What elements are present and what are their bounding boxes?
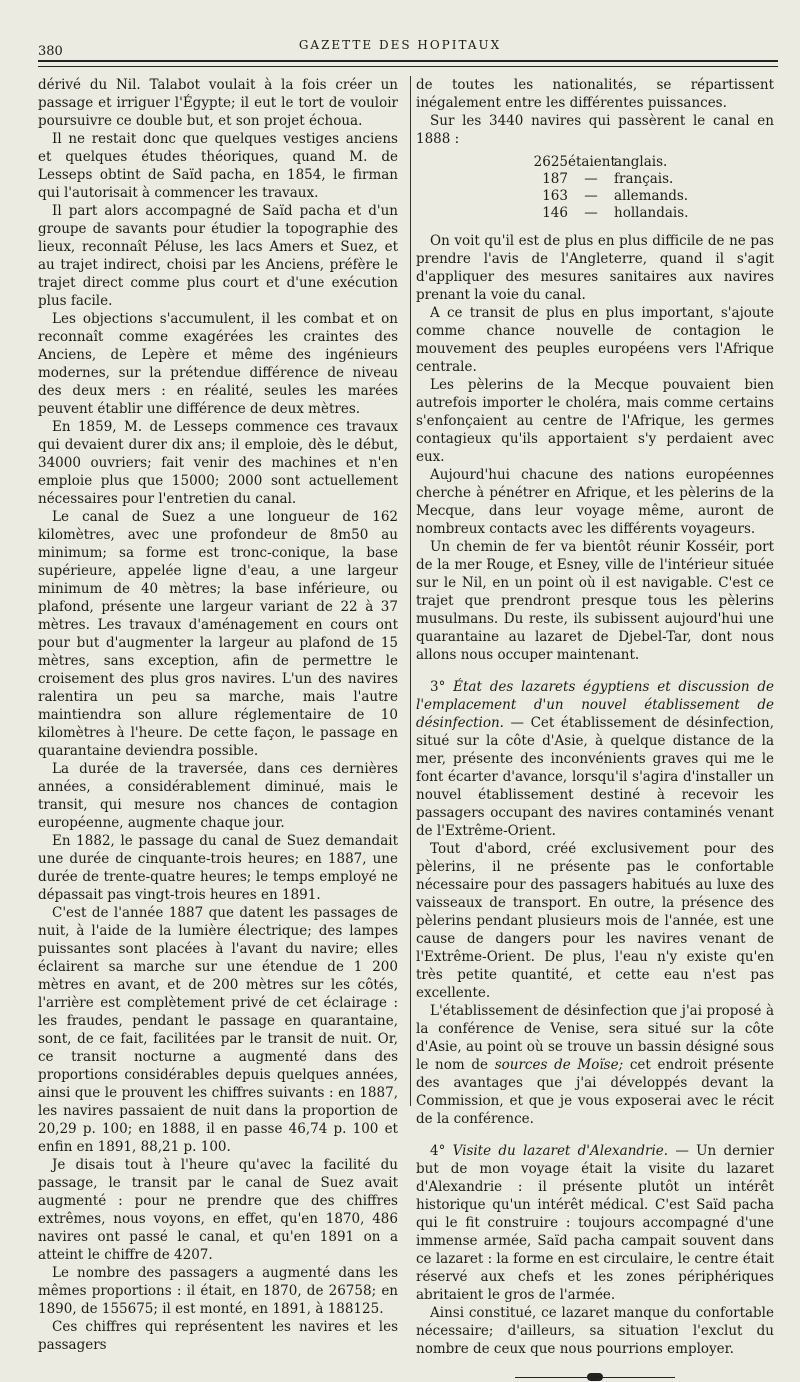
right-paragraph: Les pèlerins de la Mecque pouvaient bien autrefois importer le choléra, mais comme certains s'enfonçaient au centre de l'Afrique, les germes contagieux qu'ils apportaient s'y perdaient avec eux.: [416, 377, 774, 465]
moise-italic: sources de Moïse;: [494, 1057, 624, 1073]
moise-text-before: L'établissement de désinfection que j'ai proposé à la conférence de Venise, sera situé sur la côte d'Asie, au point où se trouve un bassin désigné sous le nom de: [416, 1003, 774, 1073]
left-paragraph: En 1882, le passage du canal de Suez demandait une durée de cinquante-trois heures; en 1887, une durée de trente-quatre heures; le temps employé ne dépassait pas vingt-trois heures en 1891.: [38, 833, 398, 903]
stats-count: 2625: [533, 154, 568, 170]
right-paragraph: On voit qu'il est de plus en plus difficile de ne pas prendre l'avis de l'Angleterre, quand il s'agit d'appliquer des mesures sanitaires aux navires prenant la voie du canal.: [416, 233, 774, 303]
journal-title: GAZETTE DES HOPITAUX: [298, 38, 502, 52]
closing-paragraph: Ainsi constitué, ce lazaret manque du confortable nécessaire; d'ailleurs, sa situation l'exclut du nombre de ceux que nous pourrions employer.: [416, 1305, 774, 1357]
stats-count: 146: [542, 205, 568, 221]
moise-paragraph: [416, 1002, 774, 1128]
stats-row: [524, 154, 774, 171]
right-paragraph: Aujourd'hui chacune des nations européennes cherche à pénétrer en Afrique, et les pèlerins de la Mecque, dans leur voyage même, auront de nombreux contacts avec les différents voyageurs.: [416, 467, 774, 537]
stats-row: [524, 188, 774, 205]
left-paragraph: Les objections s'accumulent, il les combat et on reconnaît comme exagérées les craintes des Anciens, de Lepère et même des ingénieurs modernes, sur la prétendue différence de niveau des deux mers : en réalité, seules les marées peuvent établir une différence de deux mètres.: [38, 311, 398, 417]
left-paragraph: Il part alors accompagné de Saïd pacha et d'un groupe de savants pour étudier la topographie des lieux, reconnaît Péluse, les lacs Amers et Suez, et au trajet indirect, choisi par les Anciens, préfère le trajet direct comme plus court et d'une exécution plus facile.: [38, 203, 398, 309]
section-4-text: — Un dernier but de mon voyage était la visite du lazaret d'Alexandrie : il présente plutôt un intérêt historique qu'un intérêt médical. C'est Saïd pacha qui le fit construire : toujours accompagné d'une immense armée, Saïd pacha campait souvent dans ce lazaret : la forme en est circulaire, le centre était réservé aux chefs et les zones périphériques abritaient le gros de l'armée.: [416, 1143, 774, 1303]
page-number: 380: [38, 44, 63, 59]
right-column: [416, 76, 774, 1382]
left-paragraph: Je disais tout à l'heure qu'avec la facilité du passage, le transit par le canal de Suez avait augmenté : pour ne prendre que des chiffres extrêmes, nous voyons, en effet, qu'en 1870, 486 navires ont passé le canal, et qu'en 1891 on a atteint le chiffre de 4207.: [38, 1157, 398, 1263]
left-paragraph: Ces chiffres qui représentent les navires et les passagers: [38, 1319, 398, 1353]
left-paragraph: dérivé du Nil. Talabot voulait à la fois créer un passage et irriguer l'Égypte; il eut le tort de vouloir poursuivre ce double but, et son projet échoua.: [38, 77, 398, 129]
ornament-dot: [587, 1373, 603, 1381]
left-paragraph: Le canal de Suez a une longueur de 162 kilomètres, avec une profondeur de 8m50 au minimum; sa forme est tronc-conique, la base supérieure, appelée ligne d'eau, a une largeur minimum de 40 mètres; la base inférieure, ou plafond, présente une largeur variant de 22 à 37 mètres. Les travaux d'aménagement en cours ont pour but d'augmenter la largeur au plafond de 15 mètres, sans exception, afin de permettre le croisement des plus gros navires. L'un des navires ralentira un peu sa marche, mais l'autre maintiendra son allure réglementaire de 10 kilomètres à l'heure. De cette façon, le passage en quarantaine deviendra possible.: [38, 509, 398, 759]
ship-stats-table: [524, 154, 774, 222]
section-3: [416, 678, 774, 840]
column-divider: [410, 76, 411, 1106]
stats-count: 187: [542, 171, 568, 187]
stats-sep: —: [584, 171, 598, 187]
section-3-text: — Cet établissement de désinfection, situé sur la côte d'Asie, à quelque distance de la mer, présente des inconvénients graves qui me le font écarter d'avance, lorsqu'il s'agira d'installer un nouvel établissement destiné à recevoir les passagers occupant des navires contaminés venant de l'Extrême-Orient.: [416, 715, 775, 839]
stats-sep: étaient: [568, 154, 616, 170]
stats-sep: —: [584, 188, 598, 204]
left-paragraph: La durée de la traversée, dans ces dernières années, a considérablement diminué, mais le transit, qui mesure nos chances de contagion européenne, augmente chaque jour.: [38, 761, 398, 831]
left-column: [38, 76, 398, 1354]
end-ornament: [515, 1372, 675, 1382]
moise-text-after: cet endroit présente des avantages que j'ai développés devant la Commission, et que je vous exposerai avec le récit de la conférence.: [416, 1057, 775, 1127]
stats-nation: français.: [614, 171, 674, 187]
section-4: [416, 1142, 774, 1304]
stats-nation: anglais.: [614, 154, 668, 170]
stats-count: 163: [542, 188, 568, 204]
header-rule-thin: [38, 66, 778, 67]
stats-nation: allemands.: [614, 188, 689, 204]
stats-intro: Sur les 3440 navires qui passèrent le canal en 1888 :: [416, 113, 774, 147]
stats-sep: —: [584, 205, 598, 221]
section-4-number: 4°: [430, 1143, 446, 1159]
left-paragraph: C'est de l'année 1887 que datent les passages de nuit, à l'aide de la lumière électrique; des lampes puissantes sont placées à l'avant du navire; elles éclairent sa marche sur une étendue de 1 200 mètres en avant, et de 200 mètres sur les côtés, l'arrière est complètement privé de cet éclairage : les fraudes, pendant le passage en quarantaine, sont, de ce fait, facilitées par le transit de nuit. Or, ce transit nocturne a augmenté dans des proportions considérables depuis quelques années, ainsi que le prouvent les chiffres suivants : en 1887, les navires passaient de nuit dans la proportion de 20,29 p. 100; en 1888, il en passe 46,74 p. 100 et enfin en 1891, 88,21 p. 100.: [38, 905, 398, 1155]
stats-nation: hollandais.: [614, 205, 689, 221]
section-4-heading: Visite du lazaret d'Alexandrie.: [452, 1143, 669, 1159]
stats-row: [524, 205, 774, 222]
section-3-number: 3°: [430, 679, 446, 695]
right-paragraph: Tout d'abord, créé exclusivement pour des pèlerins, il ne présente pas le confortable nécessaire pour des passagers habitués au luxe des vaisseaux de transport. En outre, la présence des pèlerins pendant plusieurs mois de l'année, est une cause de dangers pour les navires venant de l'Extrême-Orient. De plus, l'eau n'y existe qu'en très petite quantité, et cette eau n'est pas excellente.: [416, 841, 774, 1001]
right-paragraph: Un chemin de fer va bientôt réunir Kosséir, port de la mer Rouge, et Esney, ville de l'intérieur située sur le Nil, en un point où il est navigable. C'est ce trajet que prendront presque tous les pèlerins musulmans. Du reste, ils subissent aujourd'hui une quarantaine au lazaret de Djebel-Tar, dont nous allons nous occuper maintenant.: [416, 539, 774, 663]
stats-row: [524, 171, 774, 188]
left-paragraph: Il ne restait donc que quelques vestiges anciens et quelques études théoriques, quand M. de Lesseps obtint de Saïd pacha, en 1854, le firman qui l'autorisait à commencer les travaux.: [38, 131, 398, 201]
header-rule-thick: [38, 60, 778, 62]
section-3-heading: État des lazarets égyptiens et discussion de l'emplacement d'un nouvel établissement de désinfection.: [416, 679, 774, 731]
left-paragraph: En 1859, M. de Lesseps commence ces travaux qui devaient durer dix ans; il emploie, dès le début, 34000 ouvriers; fait venir des machines et n'en emploie plus que 15000; 2000 sont actuellement nécessaires pour l'entretien du canal.: [38, 419, 398, 507]
right-intro: de toutes les nationalités, se répartissent inégalement entre les différentes puissances.: [416, 77, 774, 111]
left-paragraph: Le nombre des passagers a augmenté dans les mêmes proportions : il était, en 1870, de 26758; en 1890, de 155675; il est monté, en 1891, à 188125.: [38, 1265, 398, 1317]
right-paragraph: A ce transit de plus en plus important, s'ajoute comme chance nouvelle de contagion le mouvement des peuples européens vers l'Afrique centrale.: [416, 305, 774, 375]
